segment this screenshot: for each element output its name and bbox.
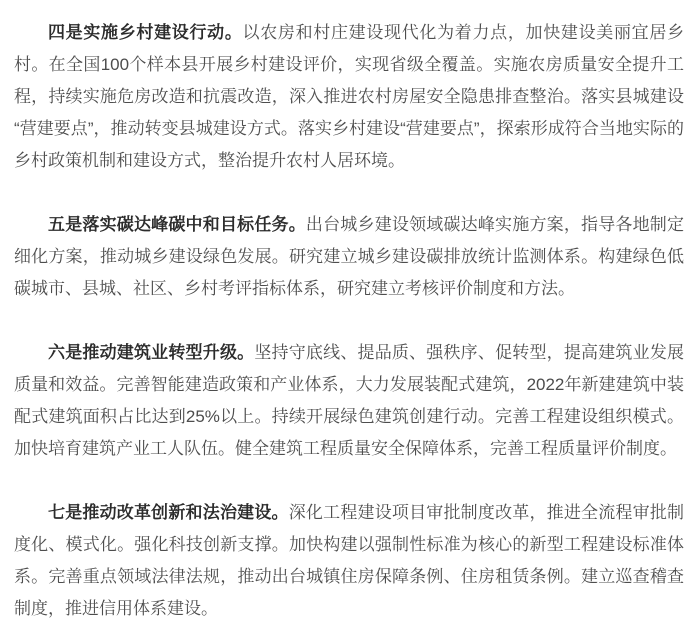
paragraph-4-text: 以农房和村庄建设现代化为着力点，加快建设美丽宜居乡村。在全国100个样本县开展乡村建设评价，实现省级全覆盖。实施农房质量安全提升工程，持续实施危房改造和抗震改造，深入推进农村房屋安全隐患排查整治。落实县城建设“营建要点”，推动转变县城建设方式。落实乡村建设“营建要点”，探索形成符合当地实际的乡村政策机制和建设方式，整治提升农村人居环境。 (14, 23, 685, 170)
paragraph-6-text: 坚持守底线、提品质、强秩序、促转型，提高建筑业发展质量和效益。完善智能建造政策和产业体系，大力发展装配式建筑，2022年新建建筑中装配式建筑面积占比达到25%以上。持续开展绿色建筑创建行动。完善工程建设组织模式。加快培育建筑产业工人队伍。健全建筑工程质量安全保障体系，完善工程质量评价制度。 (14, 343, 685, 458)
paragraph-7-lead: 七是推动改革创新和法治建设。 (48, 503, 289, 522)
paragraph-5-lead: 五是落实碳达峰碳中和目标任务。 (48, 215, 306, 234)
paragraph-4 (14, 17, 684, 177)
paragraph-7 (14, 497, 684, 625)
paragraph-6 (14, 337, 684, 465)
paragraph-7-text: 深化工程建设项目审批制度改革，推进全流程审批制度化、模式化。强化科技创新支撑。加快构建以强制性标准为核心的新型工程建设标准体系。完善重点领域法律法规，推动出台城镇住房保障条例、住房租赁条例。建立巡查稽查制度，推进信用体系建设。 (14, 503, 685, 618)
paragraph-5-text: 出台城乡建设领域碳达峰实施方案，指导各地制定细化方案，推动城乡建设绿色发展。研究建立城乡建设碳排放统计监测体系。构建绿色低碳城市、县城、社区、乡村考评指标体系，研究建立考核评价制度和方法。 (14, 215, 685, 298)
paragraph-5 (14, 209, 684, 305)
paragraph-4-lead: 四是实施乡村建设行动。 (48, 23, 243, 42)
paragraph-6-lead: 六是推动建筑业转型升级。 (48, 343, 255, 362)
